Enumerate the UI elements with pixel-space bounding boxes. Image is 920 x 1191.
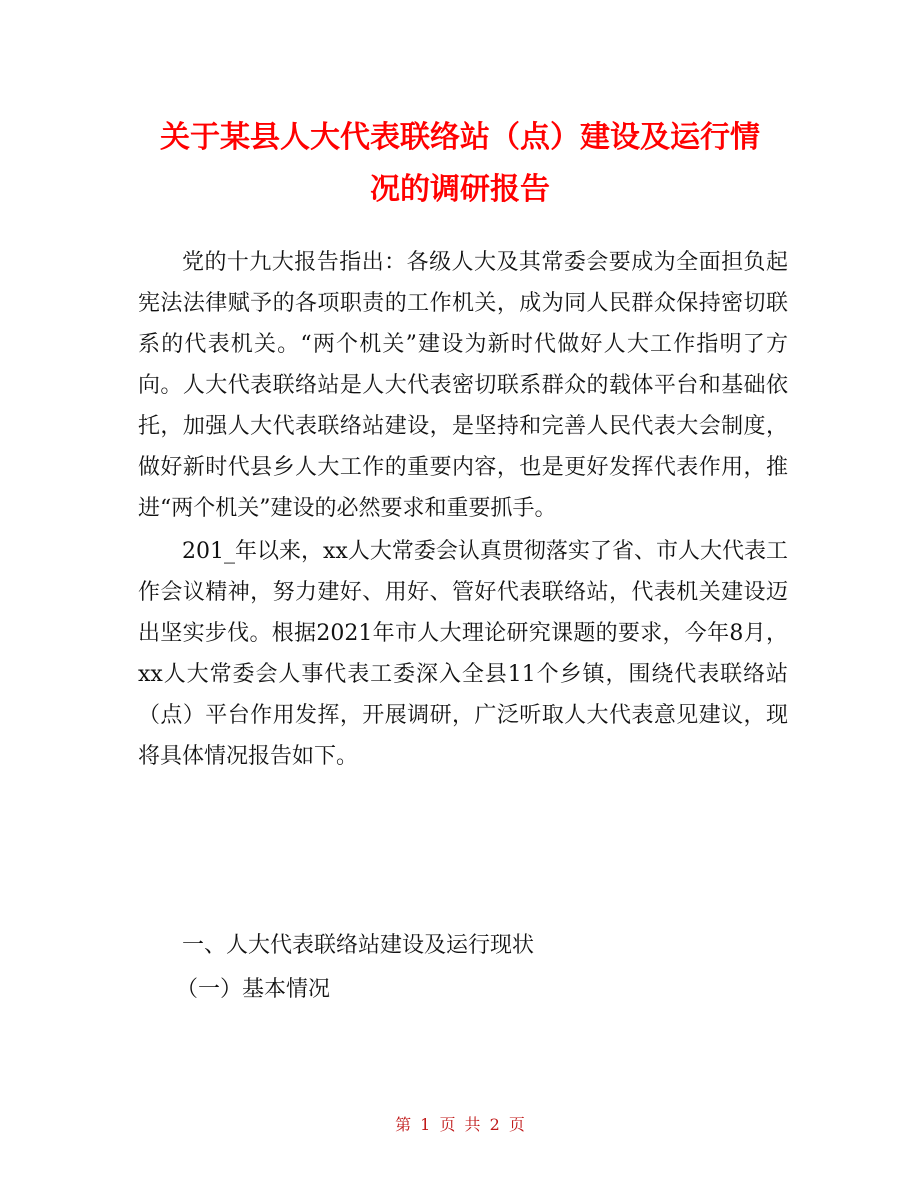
document-body <box>138 242 788 777</box>
section-heading: 一、人大代表联络站建设及运行现状 <box>182 933 535 958</box>
paragraph-background: 201_年以来，xx人大常委会认真贯彻落实了省、市人大代表工作会议精神，努力建好、用好、管好代表联络站，代表机关建设迈出坚实步伐。根据2021年市人大理论研究课题的要求，今年8月，xx人大常委会人事代表工委深入全县11个乡镇，围绕代表联络站（点）平台作用发挥，开展调研，广泛听取人大代表意见建议，现将具体情况报告如下。 <box>138 539 788 769</box>
document-title <box>130 112 790 216</box>
subsection-heading: （一）基本情况 <box>176 977 331 1002</box>
page-number-footer: 第 1 页 共 2 页 <box>395 1115 525 1134</box>
title-line-1: 关于某县人大代表联络站（点）建设及运行情 <box>160 120 760 155</box>
title-line-2: 况的调研报告 <box>370 172 550 207</box>
paragraph-intro: 党的十九大报告指出：各级人大及其常委会要成为全面担负起宪法法律赋予的各项职责的工作机关，成为同人民群众保持密切联系的代表机关。“两个机关”建设为新时代做好人大工作指明了方向。人大代表联络站是人大代表密切联系群众的载体平台和基础依托，加强人大代表联络站建设，是坚持和完善人民代表大会制度，做好新时代县乡人大工作的重要内容，也是更好发挥代表作用，推进“两个机关”建设的必然要求和重要抓手。 <box>138 250 788 521</box>
